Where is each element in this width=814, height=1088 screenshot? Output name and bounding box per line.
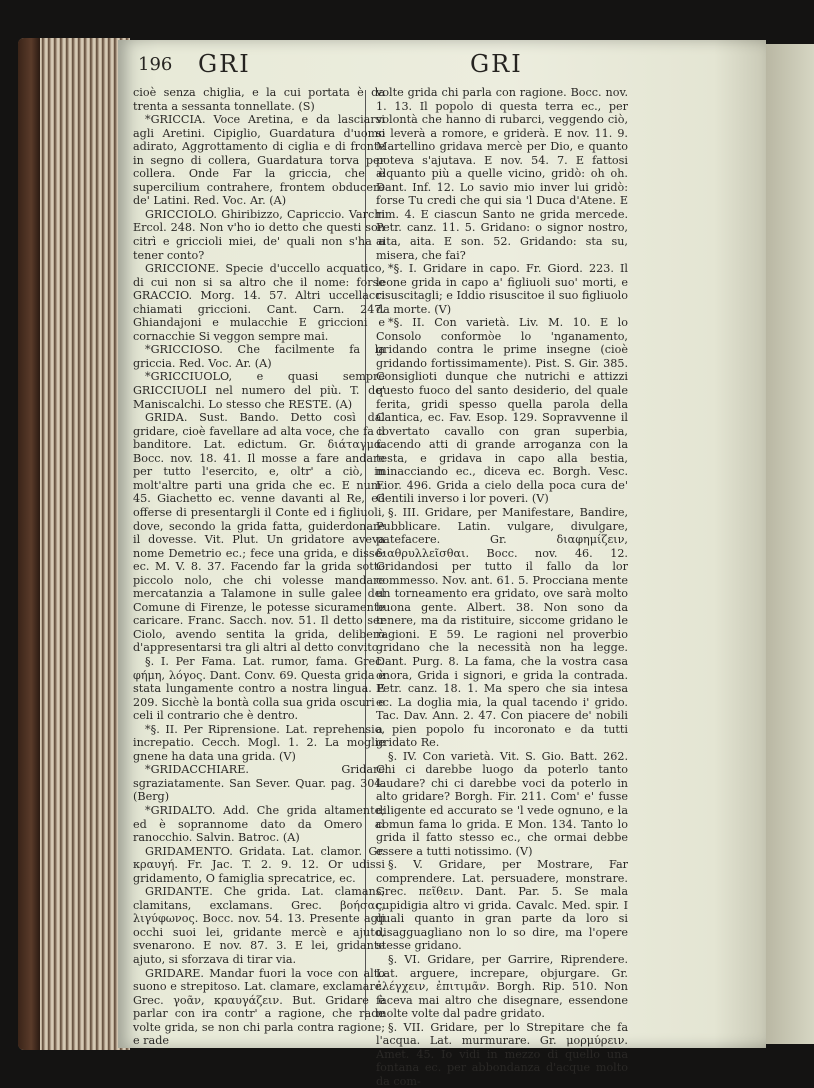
entry-paragraph: *§. II. Con varietà. Liv. M. 10. E lo Consolo conformòe lo 'nganamento, gridando contra le prime insegne (cioè gridando fortissimamente). Pist. S. Gir. 385. Consiglioti dunque che nutrichi e attizzi questo fuoco del santo desiderio, del quale ferita, gridi spesso quella parola della Cantica, ec. Fav. Esop. 129. Sopravvenne il covertato cavallo con gran superbia, facendo atti di grande arroganza con la testa, e gridava in capo alla bestia, minacciando ec., diceva ec. Borgh. Vesc. Fior. 496. Grida a cielo della poca cura de' Gentili inverso i lor poveri. (V): [376, 316, 628, 506]
entry-paragraph: GRIDA. Sust. Bando. Detto così dal gridare, cioè favellare ad alta voce, che fa il banditore. Lat. edictum. Gr. διάταγμα. Bocc. nov. 18. 41. Il mosse a fare andare per tutto l'esercito, e, oltr' a ciò, in molt'altre parti una grida che ec. E num. 45. Giachetto ec. venne davanti al Re, ed offerse di presentargli il Conte ed i figliuoli, dove, secondo la grida fatta, guiderdonare il dovesse. Vit. Plut. Un gridatore aveva nome Demetrio ec.; fece una grida, e disse: ec. M. V. 8. 37. Facendo far la grida sotto piccolo nolo, che chi volesse mandare mercatanzia a Talamone in sulle galee del Comune di Firenze, le potesse sicuramente caricare. Franc. Sacch. nov. 51. Il detto ser Ciolo, avendo sentita la grida, deliberò d'appresentarsi tra gli altri al detto convito.: [133, 411, 385, 655]
entry-paragraph: volte grida chi parla con ragione. Bocc. nov. 1. 13. Il popolo di questa terra ec., per volontà che hanno di rubarci, veggendo ciò, si leverà a romore, e griderà. E nov. 11. 9. Martellino gridava mercè per Dio, e quanto poteva s'ajutava. E nov. 54. 7. E fattosi alquanto più a quelle vicino, gridò: oh oh. Dant. Inf. 12. Lo savio mio inver lui gridò: forse Tu credi che qui sia 'l Duca d'Atene. E rim. 4. E ciascun Santo ne grida mercede. Petr. canz. 11. 5. Gridano: o signor nostro, aita, aita. E son. 52. Gridando: sta su, misera, che fai?: [376, 86, 628, 262]
facing-page: [766, 44, 814, 1044]
entry-paragraph: §. I. Per Fama. Lat. rumor, fama. Grec. φήμη, λόγος. Dant. Conv. 69. Questa grida è stata lungamente contro a nostra lingua. E 209. Sicchè la bontà colla sua grida oscuri e celi il contrario che è dentro.: [133, 654, 385, 723]
page-header: [0, 50, 814, 90]
entry-paragraph: *§. II. Per Riprensione. Lat. reprehensio, increpatio. Cecch. Mogl. 1. 2. La moglie gnene ha data una grida. (V): [133, 722, 385, 763]
book-cover: [18, 38, 40, 1050]
entry-paragraph: §. IV. Con varietà. Vit. S. Gio. Batt. 262. Chi ci darebbe luogo da poterlo tanto laudare? chi ci darebbe voci da poterlo in alto gridare? Borgh. Fir. 211. Com' e' fusse diligente ed accurato se 'l vede ognuno, e la comun fama lo grida. E Mon. 134. Tanto lo grida il fatto stesso ec., che ormai debbe essere a tutti notissimo. (V): [376, 749, 628, 858]
left-column: [133, 86, 385, 1048]
running-head-left: GRI: [198, 50, 251, 78]
entry-paragraph: §. VI. Gridare, per Garrire, Riprendere. Lat. arguere, increpare, objurgare. Gr. ἐλέγχειν, ἐπιτιμᾶν. Borgh. Rip. 510. Non faceva mai altro che disegnare, essendone molte volte dal padre gridato.: [376, 953, 628, 1021]
entry-paragraph: *GRIDALTO. Add. Che grida altamente; ed è soprannome dato da Omero al ranocchio. Salvin. Batroc. (A): [133, 803, 385, 845]
entry-paragraph: cioè senza chiglia, e la cui portata è da trenta a sessanta tonnellate. (S): [133, 86, 385, 113]
page-number: 196: [138, 54, 173, 75]
entry-paragraph: GRICCIONE. Specie d'uccello acquatico, di cui non si sa altro che il nome: forse GRACCIO. Morg. 14. 57. Altri uccellacci chiamati griccioni. Cant. Carn. 247. Ghiandajoni e mulacchie E griccioni e cornacchie Si veggon sempre mai.: [133, 262, 385, 343]
entry-paragraph: §. VII. Gridare, per lo Strepitare che fa l'acqua. Lat. murmurare. Gr. μορμύρειν. Amet. 45. Io vidi in mezzo di quello una fontana ec. per abbondanza d'acque molto da com-: [376, 1020, 628, 1088]
entry-paragraph: *GRIDACCHIARE. Gridare sgraziatamente. San Sever. Quar. pag. 304. (Berg): [133, 763, 385, 804]
entry-paragraph: §. III. Gridare, per Manifestare, Bandire, Pubblicare. Latin. vulgare, divulgare, patefacere. Gr. διαφημίζειν, διαθρυλλεῖσθαι. Bocc. nov. 46. 12. Gridandosi per tutto il fallo da lor commesso. Nov. ant. 61. 5. Procciana mente un torneamento era gridato, ove sarà molto buona gente. Albert. 38. Non sono da tenere, ma da ristituire, siccome gridano le ragioni. E 59. Le ragioni nel proverbio gridano che la necessità non ha legge. Dant. Purg. 8. La fama, che la vostra casa onora, Grida i signori, e grida la contrada. Petr. canz. 18. 1. Ma spero che sia intesa ec. La doglia mia, la qual tacendo i' grido. Tac. Dav. Ann. 2. 47. Con piacere de' nobili a pien popolo fu incoronato e da tutti gridato Re.: [376, 505, 628, 750]
entry-paragraph: GRIDARE. Mandar fuori la voce con alto suono e strepitoso. Lat. clamare, exclamare. Grec. γοᾶν, κραυγάζειν. But. Gridare è parlar con ira contr' a ragione, che rade volte grida, se non chi parla contra ragione; e rade: [133, 966, 385, 1048]
running-head-right: GRI: [470, 50, 523, 78]
entry-paragraph: §. V. Gridare, per Mostrare, Far comprendere. Lat. persuadere, monstrare. Grec. πεῖθειν. Dant. Par. 5. Se mala cupidigia altro vi grida. Cavalc. Med. spir. I quali quanto in gran parte da loro si disagguagliano non lo so dire, ma l'opere stesse gridano.: [376, 858, 628, 953]
right-column: [376, 86, 628, 1088]
entry-paragraph: GRIDAMENTO. Gridata. Lat. clamor. Gr. κραυγή. Fr. Jac. T. 2. 9. 12. Or udissi gridamento, O famiglia sprecatrice, ec.: [133, 844, 385, 885]
entry-paragraph: *GRICCIA. Voce Aretina, e da lasciarsi agli Aretini. Cipiglio, Guardatura d'uomo adirato, Aggrottamento di ciglia e di fronte in segno di collera, Guardatura torva per collera. Onde Far la griccia, che è supercilium contrahere, frontem obducere de' Latini. Red. Voc. Ar. (A): [133, 113, 385, 208]
entry-paragraph: *§. I. Gridare in capo. Fr. Giord. 223. Il leone grida in capo a' figliuoli suo' morti, e risuscitagli; e Iddio risuscitoe il suo figliuolo da morte. (V): [376, 262, 628, 316]
entry-paragraph: *GRICCIUOLO, e quasi sempre GRICCIUOLI nel numero del più. T. de' Maniscalchi. Lo stesso che RESTE. (A): [133, 370, 385, 411]
entry-paragraph: GRIDANTE. Che grida. Lat. clamans, clamitans, exclamans. Grec. βοήσας, λιγύφωνος. Bocc. nov. 54. 13. Presente agli occhi suoi lei, gridante mercè e ajuto, svenarono. E nov. 87. 3. E lei, gridante ajuto, si sforzava di tirar via.: [133, 885, 385, 966]
book-page-edges: [18, 38, 130, 1050]
entry-paragraph: GRICCIOLO. Ghiribizzo, Capriccio. Varchi Ercol. 248. Non v'ho io detto che questi son citrì e griccioli miei, de' quali non s'ha a tener conto?: [133, 207, 385, 262]
entry-paragraph: *GRICCIOSO. Che facilmente fa la griccia. Red. Voc. Ar. (A): [133, 343, 385, 370]
